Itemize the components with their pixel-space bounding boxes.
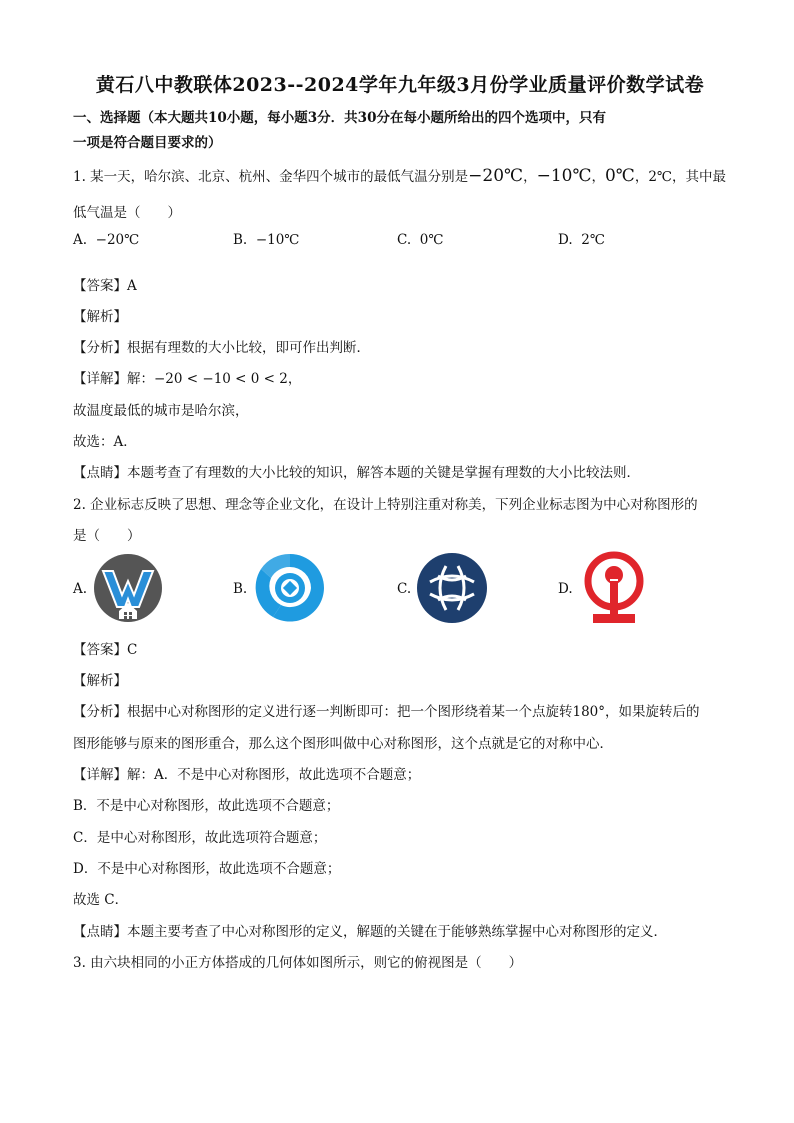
q2-comment: 【点睛】本题主要考查了中心对称图形的定义，解题的关键在于能够熟练掌握中心对称图形的定义． [73, 924, 667, 940]
q1-option-d[interactable] [558, 232, 605, 248]
q1-option-a-label: A. [73, 232, 88, 248]
q1-option-b-text: −10℃ [255, 232, 300, 248]
q1-stem-line2: 低气温是（ ） [73, 205, 181, 221]
q2-detail-c: C．是中心对称图形，故此选项符合题意； [73, 830, 327, 846]
q2-detail-d: D．不是中心对称图形，故此选项不合题意； [73, 861, 341, 877]
q1-stem: 1. 某一天，哈尔滨、北京、杭州、金华四个城市的最低气温分别是−20℃，−10℃，0℃，2℃，其中最 [73, 166, 727, 186]
section-heading-line2: 一项是符合题目要求的） [73, 135, 222, 151]
page-title: 黄石八中教联体2023--2024学年九年级3月份学业质量评价数学试卷 [95, 74, 705, 96]
q2-option-a-label[interactable]: A. [73, 581, 88, 597]
q1-option-c-text: 0℃ [419, 232, 444, 248]
q1-option-d-label: D. [558, 232, 573, 248]
q2-answer: 【答案】C [73, 642, 138, 658]
q1-option-a[interactable] [73, 232, 139, 248]
q2-choice: 故选 C． [73, 892, 129, 908]
china-mobile-logo-icon[interactable] [416, 552, 488, 624]
q1-option-b[interactable] [233, 232, 299, 248]
q1-comment: 【点睛】本题考查了有理数的大小比较的知识，解答本题的关键是掌握有理数的大小比较法则． [73, 465, 640, 481]
railway-logo-icon[interactable] [583, 551, 645, 625]
q1-option-b-label: B. [233, 232, 248, 248]
q2-analysis-heading: 【解析】 [73, 673, 127, 689]
w-house-logo-icon[interactable] [93, 553, 163, 623]
q1-analysis-heading: 【解析】 [73, 309, 127, 325]
q3-stem: 3. 由六块相同的小正方体搭成的几何体如图所示，则它的俯视图是（ ） [73, 955, 523, 971]
q1-option-a-text: −20℃ [95, 232, 140, 248]
q1-detail: 【详解】解：−20 < −10 < 0 < 2， [73, 371, 302, 387]
q1-choice: 故选：A． [73, 434, 137, 450]
q1-analysis: 【分析】根据有理数的大小比较，即可作出判断． [73, 340, 370, 356]
q1-option-d-text: 2℃ [581, 232, 605, 248]
q1-option-c-label: C. [397, 232, 412, 248]
q1-temp-1: −20℃ [468, 166, 524, 186]
q2-detail-a: 【详解】解：A．不是中心对称图形，故此选项不合题意； [73, 767, 421, 783]
q1-stem-tail: 其中最 [685, 169, 727, 185]
q1-stem-text: 1. 某一天，哈尔滨、北京、杭州、金华四个城市的最低气温分别是 [73, 169, 469, 185]
q1-conclusion: 故温度最低的城市是哈尔滨， [73, 403, 249, 419]
q1-answer: 【答案】A [73, 278, 137, 294]
q2-option-b-label[interactable]: B. [233, 581, 248, 597]
q2-detail-b: B．不是中心对称图形，故此选项不合题意； [73, 798, 340, 814]
q1-option-c[interactable] [397, 232, 443, 248]
q2-stem-line2: 是（ ） [73, 528, 141, 544]
blue-swirl-logo-icon[interactable] [253, 551, 327, 625]
q2-option-d-label[interactable]: D. [558, 581, 573, 597]
q2-stem: 2. 企业标志反映了思想、理念等企业文化，在设计上特别注重对称美，下列企业标志图为中心对称图形的 [73, 497, 698, 513]
q2-analysis-line2: 图形能够与原来的图形重合，那么这个图形叫做中心对称图形，这个点就是它的对称中心． [73, 736, 613, 752]
q1-temp-3: 0℃ [604, 166, 635, 186]
q1-temp-4: 2℃ [648, 169, 673, 185]
q2-analysis-line1: 【分析】根据中心对称图形的定义进行逐一判断即可：把一个图形绕着某一个点旋转180°，如果旋转后的 [73, 704, 700, 720]
q2-option-c-label[interactable]: C. [397, 581, 412, 597]
section-heading-line1: 一、选择题（本大题共10小题，每小题3分．共30分在每小题所给出的四个选项中，只有 [73, 110, 606, 126]
q1-temp-2: −10℃ [536, 166, 592, 186]
